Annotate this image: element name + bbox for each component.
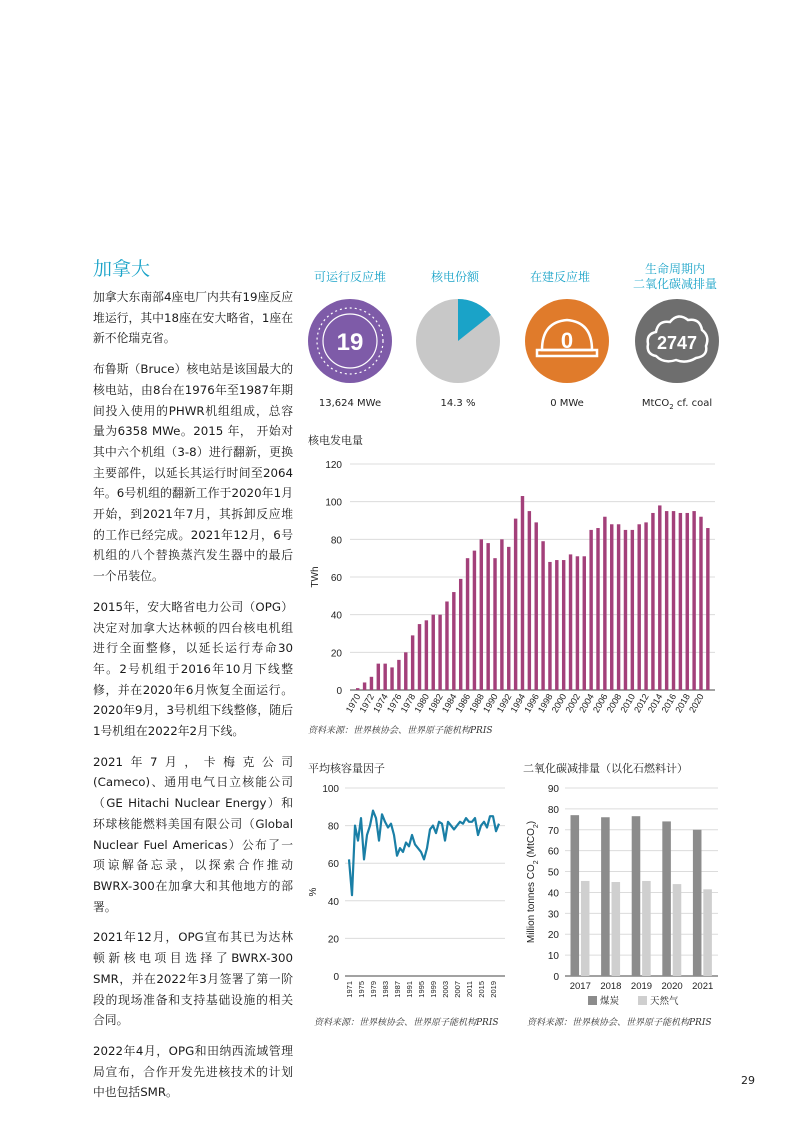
- y-tick-label: 50: [547, 867, 559, 879]
- y-tick-label: 100: [325, 497, 342, 509]
- bar-coal: [662, 821, 671, 976]
- body-text: [93, 287, 293, 1113]
- y-tick-label: 0: [553, 972, 559, 983]
- y-axis-label-part: ): [526, 820, 537, 825]
- bar: [507, 547, 510, 690]
- bar: [658, 505, 661, 690]
- capacity-line: [349, 811, 499, 896]
- y-tick-label: 80: [327, 821, 339, 833]
- x-tick-label: 2020: [687, 692, 706, 715]
- x-tick-label: 1980: [412, 692, 432, 715]
- bar: [438, 615, 441, 690]
- y-tick-label: 60: [330, 573, 342, 584]
- reactor-icon: [307, 298, 393, 384]
- bar: [603, 517, 606, 690]
- bar: [397, 660, 400, 690]
- paragraph: 布鲁斯（Bruce）核电站是该国最大的核电站，由8台在1976年至1987年期间投入使用的PHWR机组组成，总容量为6358 MWe。2015 年， 开始对其中六个机组（3-8）进行翻新，更换主要部件，以延长其运行时间至2064年。6号机组的翻新工作于2020年1月开始，到2021年7月，其拆卸反应堆的工作已经完成。2021年12月，6号机组的八个替换蒸汽发生器中的最后一个吊装位。: [93, 362, 293, 584]
- co2-unit-suffix: cf. coal: [673, 398, 713, 409]
- x-tick-label: 2000: [549, 692, 569, 715]
- bar: [370, 677, 373, 690]
- y-axis-label-part: 2: [532, 824, 540, 829]
- bar: [404, 652, 407, 690]
- y-tick-label: 90: [547, 784, 559, 795]
- bar: [617, 524, 620, 690]
- x-tick-label: 1983: [381, 981, 390, 998]
- y-tick-label: 40: [547, 888, 559, 900]
- bar: [624, 530, 627, 690]
- paragraph: 2021年7月，卡梅克公司(Cameco)、通用电气日立核能公司（GE Hitachi Nuclear Energy）和环球核能燃料美国有限公司（Global Nuclear Fuel Americas）公布了一项谅解备忘录，以探索合作推动BWRX-300在加拿大和其他地方的部署。: [93, 754, 293, 914]
- x-tick-label: 1976: [384, 692, 404, 715]
- x-tick-label: 2006: [590, 692, 610, 715]
- generation-chart: [300, 450, 725, 730]
- bar: [596, 528, 599, 690]
- bar: [356, 688, 359, 690]
- bar-coal: [632, 816, 641, 976]
- x-tick-label: 2002: [563, 692, 583, 715]
- construction-count: 0: [560, 328, 574, 353]
- y-tick-label: 10: [547, 951, 559, 963]
- y-tick-label: 40: [327, 896, 339, 908]
- bar: [665, 511, 668, 690]
- x-tick-label: 2020: [661, 981, 683, 992]
- x-tick-label: 1979: [369, 981, 378, 998]
- bar: [535, 522, 538, 690]
- bar: [706, 528, 709, 690]
- x-tick-label: 2003: [441, 981, 450, 998]
- bar: [528, 511, 531, 690]
- legend-swatch-gas: [638, 996, 647, 1005]
- x-tick-label: 2018: [673, 692, 692, 715]
- paragraph: 2022年4月，OPG和田纳西流域管理局宣布，合作开发先进核技术的计划中也包括SMR。: [93, 1043, 293, 1100]
- bar-gas: [642, 881, 651, 976]
- bar-gas: [703, 889, 712, 976]
- bottom-source-right: 资料来源：世界核协会、世界原子能机构PRIS: [527, 1018, 712, 1028]
- co2-chart: [520, 778, 725, 1010]
- generation-source: 资料来源：世界核协会、世界原子能机构PRIS: [308, 726, 493, 736]
- bar: [686, 513, 689, 690]
- y-tick-label: 60: [547, 846, 559, 858]
- x-tick-label: 2019: [630, 981, 653, 992]
- y-axis-label-part: (MtCO: [526, 828, 537, 861]
- y-tick-label: 80: [547, 804, 559, 816]
- x-tick-label: 1987: [393, 981, 402, 998]
- y-tick-label: 20: [327, 934, 339, 946]
- paragraph: 2021年12月，OPG宣布其已为达林顿新核电项目选择了BWRX-300 SMR，并在2022年3月签署了第一阶段的现场准备和支持基础设施的相关合同。: [93, 930, 293, 1028]
- generation-chart-title: 核电发电量: [308, 434, 363, 447]
- bar: [672, 511, 675, 690]
- bar: [486, 543, 489, 690]
- bar: [514, 519, 517, 690]
- x-tick-label: 1984: [439, 692, 459, 715]
- y-tick-label: 40: [330, 610, 342, 622]
- x-tick-label: 2011: [465, 981, 474, 998]
- bar: [452, 592, 455, 690]
- x-tick-label: 2004: [577, 692, 596, 715]
- bar: [377, 664, 380, 690]
- x-tick-label: 1998: [536, 692, 555, 715]
- bar: [610, 524, 613, 690]
- bar: [583, 556, 586, 690]
- co2-chart-title: 二氧化碳减排量（以化石燃料计）: [523, 762, 688, 775]
- bar: [631, 530, 634, 690]
- x-tick-label: 1990: [481, 692, 500, 715]
- x-tick-label: 1974: [371, 692, 390, 715]
- x-tick-label: 1971: [345, 981, 354, 998]
- x-tick-label: 1995: [417, 981, 426, 998]
- y-tick-label: 20: [330, 648, 342, 660]
- paragraph: 2015年，安大略省电力公司（OPG）决定对加拿大达林顿的四台核电机组进行全面整修，以延长运行寿命30年。2号机组于2016年10月下线整修，并在2020年6月恢复全面运行。2020年9月，3号机组下线整修，随后1号机组在2022年2月下线。: [93, 599, 293, 739]
- legend-label-coal: 煤炭: [600, 996, 620, 1007]
- x-tick-label: 2016: [659, 692, 679, 715]
- stat-label-co2: [620, 262, 730, 292]
- x-tick-label: 1994: [508, 692, 528, 715]
- bar: [555, 560, 558, 690]
- x-tick-label: 1996: [522, 692, 541, 715]
- co2-unit: MtCO: [641, 398, 670, 409]
- y-axis-label: [526, 821, 540, 943]
- bar: [418, 624, 421, 690]
- bar: [480, 539, 483, 690]
- page-heading: 加拿大: [93, 258, 151, 280]
- y-tick-label: 60: [327, 859, 339, 871]
- stat-label-co2-line1: 生命周期内: [644, 262, 705, 276]
- co2-unit-sub: 2: [669, 403, 674, 411]
- y-tick-label: 70: [547, 825, 559, 837]
- stat-label-construction: 在建反应堆: [529, 270, 590, 284]
- bar: [459, 579, 462, 690]
- bar: [562, 560, 565, 690]
- x-tick-label: 1988: [467, 692, 487, 715]
- x-tick-label: 1978: [398, 692, 418, 715]
- x-tick-label: 2021: [692, 981, 714, 992]
- cloud-icon: [634, 298, 720, 384]
- page-number: 29: [741, 1074, 755, 1087]
- bottom-source-left: 资料来源：世界核协会、世界原子能机构PRIS: [314, 1018, 499, 1028]
- y-tick-label: 0: [333, 972, 339, 983]
- bar: [432, 615, 435, 690]
- x-tick-label: 2008: [604, 692, 624, 715]
- bar: [589, 530, 592, 690]
- x-tick-label: 2010: [618, 692, 638, 715]
- pie-icon: [415, 298, 501, 384]
- bar: [521, 496, 524, 690]
- x-tick-label: 1999: [429, 981, 438, 998]
- bar-coal: [693, 830, 702, 976]
- x-tick-label: 2019: [489, 981, 498, 998]
- x-tick-label: 2012: [632, 692, 651, 715]
- bar-coal: [601, 817, 610, 976]
- legend-swatch-coal: [588, 996, 597, 1005]
- bar: [692, 511, 695, 690]
- y-tick-label: 20: [547, 930, 559, 942]
- x-tick-label: 1986: [453, 692, 473, 715]
- bar-gas: [581, 881, 590, 976]
- hardhat-icon: [524, 298, 610, 384]
- x-tick-label: 2017: [569, 981, 591, 992]
- y-axis-label: TWh: [310, 566, 321, 588]
- bar: [425, 620, 428, 690]
- bar: [651, 513, 654, 690]
- bar: [541, 541, 544, 690]
- stat-label-share: 核电份额: [430, 270, 479, 284]
- stat-label-co2-line2: 二氧化碳减排量: [632, 277, 717, 291]
- bar: [576, 556, 579, 690]
- x-tick-label: 1992: [494, 692, 514, 715]
- x-tick-label: 2007: [453, 981, 462, 998]
- bar: [679, 513, 682, 690]
- reactor-count: 19: [336, 329, 364, 356]
- stat-value-co2: [622, 398, 732, 411]
- y-axis-label-part: 2: [532, 860, 540, 865]
- bar: [473, 551, 476, 690]
- bar: [383, 664, 386, 690]
- bar: [637, 524, 640, 690]
- bar-coal: [571, 815, 580, 976]
- x-tick-label: 1975: [357, 981, 366, 998]
- y-tick-label: 0: [336, 686, 342, 697]
- bar: [644, 522, 647, 690]
- x-tick-label: 2014: [645, 692, 665, 715]
- bar: [699, 517, 702, 690]
- x-tick-label: 1970: [343, 692, 363, 715]
- stat-value-reactors: 13,624 MWe: [318, 398, 382, 409]
- bar: [411, 635, 414, 690]
- x-tick-label: 1972: [357, 692, 377, 715]
- y-tick-label: 100: [322, 784, 339, 795]
- x-tick-label: 2015: [477, 981, 486, 998]
- bar: [493, 558, 496, 690]
- stat-value-construction: 0 MWe: [550, 398, 584, 409]
- capacity-chart-title: 平均核容量因子: [308, 762, 385, 775]
- y-tick-label: 30: [547, 909, 559, 921]
- stat-label-reactors: 可运行反应堆: [313, 270, 386, 284]
- x-tick-label: 1991: [405, 981, 414, 998]
- bar: [500, 539, 503, 690]
- x-tick-label: 1982: [426, 692, 445, 715]
- bar: [548, 562, 551, 690]
- bar-gas: [673, 884, 682, 976]
- y-tick-label: 80: [330, 535, 342, 547]
- bar: [445, 601, 448, 690]
- stat-value-share: 14.3 %: [440, 398, 476, 409]
- bar: [390, 667, 393, 690]
- capacity-chart: [300, 778, 515, 1023]
- paragraph: 加拿大东南部4座电厂内共有19座反应堆运行，其中18座在安大略省，1座在新不伦瑞克省。: [93, 290, 293, 346]
- bar: [466, 558, 469, 690]
- x-tick-label: 2018: [600, 981, 622, 992]
- y-axis-label-part: Million tonnes CO: [526, 864, 537, 944]
- y-axis-label: %: [308, 887, 319, 897]
- legend-label-gas: 天然气: [650, 996, 679, 1007]
- bar-gas: [612, 882, 621, 976]
- y-tick-label: 120: [325, 460, 342, 471]
- bar: [569, 554, 572, 690]
- co2-number: 2747: [656, 333, 698, 353]
- bar: [363, 682, 366, 690]
